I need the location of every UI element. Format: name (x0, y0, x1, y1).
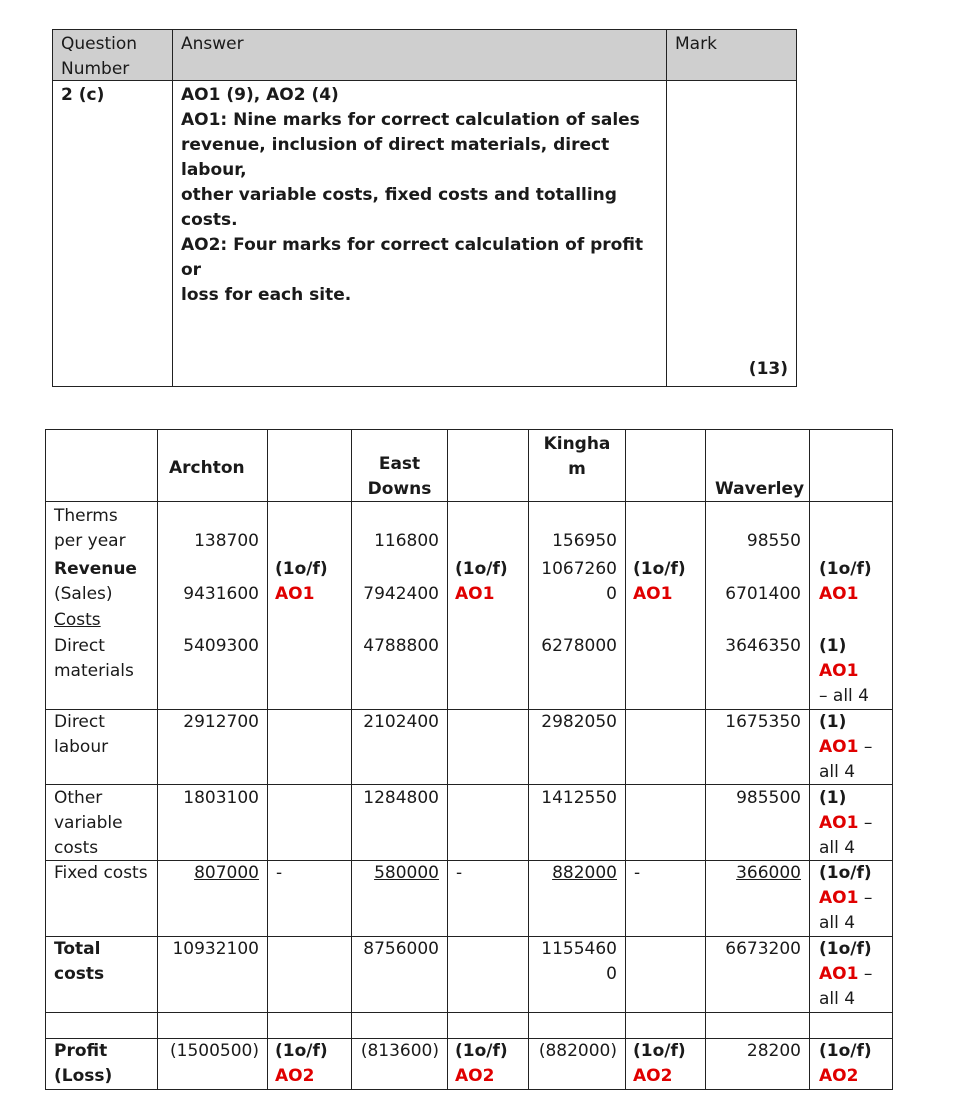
question-number-cell (52, 80, 173, 387)
revenue-archton: 9431600 (183, 584, 259, 604)
mark-text: (1o/f) (455, 1041, 508, 1061)
therms-kingham: 156950 (552, 531, 617, 551)
row-label-direct-materials (54, 634, 134, 684)
row-label-line: Direct (54, 636, 105, 656)
row-label-line: costs (54, 964, 105, 984)
site-header-line: East (378, 454, 421, 474)
fixed-costs-mark (819, 861, 872, 936)
profit-east-downs: (813600) (360, 1041, 439, 1061)
direct-labour-east-downs: 2102400 (363, 712, 439, 732)
other-variable-kingham: 1412550 (541, 788, 617, 808)
ao-text: AO1 (633, 584, 673, 604)
direct-materials-waverley: 3646350 (725, 636, 801, 656)
site-header-line: Kingha (543, 434, 611, 454)
site-header-archton: Archton (169, 458, 245, 478)
row-label-therms (54, 504, 126, 554)
mark-text: (1) (819, 788, 847, 808)
row-label-line: Therms (54, 506, 118, 526)
value-line: 1155460 (541, 939, 617, 959)
ao-text: AO2 (633, 1066, 673, 1086)
other-variable-archton: 1803100 (183, 788, 259, 808)
row-label-line: (Loss) (54, 1066, 113, 1086)
answer-line: AO2: Four marks for correct calculation of profit or (181, 235, 644, 280)
total-costs-archton: 10932100 (172, 939, 259, 959)
ao-text: AO1 (819, 964, 859, 984)
mark-text: (1o/f) (633, 559, 686, 579)
site-profit-table (45, 429, 893, 1090)
row-label-other-variable (54, 786, 123, 861)
dash-text: – (863, 737, 873, 757)
mark-text: (1o/f) (455, 559, 508, 579)
revenue-archton-mark (275, 557, 328, 607)
mark-text: (1o/f) (275, 1041, 328, 1061)
row-label-profit (54, 1039, 112, 1089)
row-label-line: per year (54, 531, 126, 551)
row-label-line: costs (54, 838, 99, 858)
other-variable-waverley: 985500 (736, 788, 801, 808)
answer-line: AO1 (9), AO2 (4) (181, 85, 339, 105)
answer-header (172, 29, 667, 81)
mark-text: (1) (819, 636, 847, 656)
therms-archton: 138700 (194, 531, 259, 551)
site-header-line: Downs (367, 479, 432, 499)
answer-cell (172, 80, 667, 387)
revenue-east-downs-mark (455, 557, 508, 607)
mark-text: (1) (819, 712, 847, 732)
row-label-line: (Sales) (54, 584, 113, 604)
ao-text: AO2 (275, 1066, 315, 1086)
site-header-kingham (529, 432, 625, 482)
profit-archton-mark (275, 1039, 328, 1089)
fixed-costs-east-downs: 580000 (374, 863, 439, 883)
note-text: – all 4 (819, 686, 869, 706)
fixed-costs-waverley: 366000 (736, 863, 801, 883)
revenue-kingham-mark (633, 557, 686, 607)
ao-text: AO2 (455, 1066, 495, 1086)
mark-text: (1o/f) (275, 559, 328, 579)
mark-text: (1o/f) (819, 939, 872, 959)
profit-archton: (1500500) (170, 1041, 259, 1061)
revenue-kingham (529, 557, 617, 607)
row-label-line: Total (54, 939, 101, 959)
site-header-waverley: Waverley (715, 479, 805, 499)
other-variable-east-downs: 1284800 (363, 788, 439, 808)
direct-labour-waverley: 1675350 (725, 712, 801, 732)
therms-east-downs: 116800 (374, 531, 439, 551)
mark-text: (1o/f) (819, 1041, 872, 1061)
total-costs-waverley: 6673200 (725, 939, 801, 959)
mark-text: (1o/f) (633, 1041, 686, 1061)
fixed-costs-archton: 807000 (194, 863, 259, 883)
mark-text: (1o/f) (819, 863, 872, 883)
revenue-waverley-mark (819, 557, 872, 607)
revenue-east-downs: 7942400 (363, 584, 439, 604)
dash-text: – (863, 964, 873, 984)
row-label-fixed-costs: Fixed costs (54, 863, 148, 883)
revenue-waverley: 6701400 (725, 584, 801, 604)
note-text: all 4 (819, 989, 856, 1009)
ao-text: AO1 (455, 584, 495, 604)
total-costs-east-downs: 8756000 (363, 939, 439, 959)
row-label-line: Direct (54, 712, 105, 732)
row-label-line: Profit (54, 1041, 108, 1061)
answer-line: other variable costs, fixed costs and totalling costs. (181, 185, 617, 230)
answer-line: revenue, inclusion of direct materials, direct labour, (181, 135, 610, 180)
profit-kingham-mark (633, 1039, 686, 1089)
ao-text: AO1 (275, 584, 315, 604)
total-mark: (13) (748, 359, 788, 379)
row-label-total-costs (54, 937, 104, 987)
direct-materials-archton: 5409300 (183, 636, 259, 656)
dash-text: – (863, 888, 873, 908)
mark-scheme-header-table (52, 29, 797, 387)
value-line: 0 (606, 584, 617, 604)
ao-text: AO1 (819, 888, 859, 908)
mark-cell (666, 80, 797, 387)
row-label-line: labour (54, 737, 109, 757)
value-line: 1067260 (541, 559, 617, 579)
direct-materials-kingham: 6278000 (541, 636, 617, 656)
ao-text: AO1 (819, 813, 859, 833)
question-number-header-text: Question Number (61, 34, 138, 79)
mark-text: (1o/f) (819, 559, 872, 579)
site-header-line: m (568, 459, 586, 479)
total-costs-kingham (529, 937, 617, 987)
note-text: all 4 (819, 762, 856, 782)
fixed-costs-kingham: 882000 (552, 863, 617, 883)
mark-header-text: Mark (675, 34, 717, 54)
costs-heading: Costs (54, 610, 101, 630)
row-label-revenue (54, 557, 137, 607)
direct-labour-kingham: 2982050 (541, 712, 617, 732)
other-variable-mark (819, 786, 872, 861)
direct-labour-archton: 2912700 (183, 712, 259, 732)
profit-kingham: (882000) (538, 1041, 617, 1061)
answer-line: AO1: Nine marks for correct calculation of sales (181, 110, 640, 130)
ao-text: AO1 (819, 661, 859, 681)
total-costs-mark (819, 937, 872, 1012)
profit-east-downs-mark (455, 1039, 508, 1089)
question-number: 2 (c) (61, 85, 105, 105)
site-header-east-downs (352, 452, 447, 502)
profit-waverley: 28200 (746, 1041, 801, 1061)
answer-line: loss for each site. (181, 285, 352, 305)
row-label-line: materials (54, 661, 134, 681)
direct-materials-mark (819, 634, 869, 709)
mark-header (666, 29, 797, 81)
row-label-line: Revenue (54, 559, 137, 579)
fixed-costs-kingham-dash: - (634, 863, 641, 883)
note-text: all 4 (819, 913, 856, 933)
answer-header-text: Answer (181, 34, 244, 54)
direct-materials-east-downs: 4788800 (363, 636, 439, 656)
row-label-line: variable (54, 813, 123, 833)
fixed-costs-east-downs-dash: - (456, 863, 463, 883)
row-label-direct-labour (54, 710, 108, 760)
direct-labour-mark (819, 710, 872, 785)
therms-waverley: 98550 (746, 531, 801, 551)
fixed-costs-archton-dash: - (276, 863, 283, 883)
ao-text: AO1 (819, 737, 859, 757)
note-text: all 4 (819, 838, 856, 858)
profit-waverley-mark (819, 1039, 872, 1089)
value-line: 0 (606, 964, 617, 984)
dash-text: – (863, 813, 873, 833)
question-number-header (52, 29, 173, 81)
ao-text: AO1 (819, 584, 859, 604)
row-label-line: Other (54, 788, 103, 808)
ao-text: AO2 (819, 1066, 859, 1086)
